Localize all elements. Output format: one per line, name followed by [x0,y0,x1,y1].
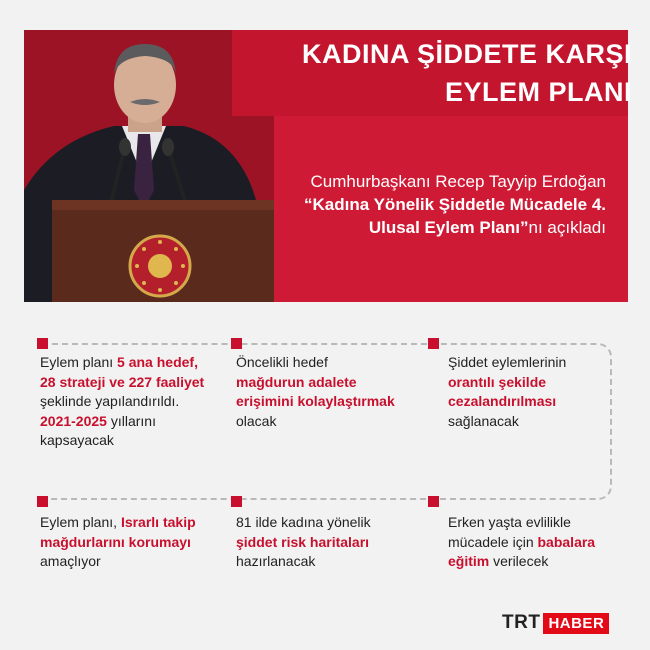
card-text: hazırlanacak [236,553,316,569]
fact-card [236,513,406,572]
fact-card [448,513,598,572]
card-text: yıllarını kapsayacak [40,412,156,448]
card-text: şeklinde yapılandırıldı. [40,393,180,409]
fact-card [40,513,210,572]
card-highlight: Israrlı takip mağdurlarını korumayı [40,514,196,550]
page-title-line1: KADINA ŞİDDETE KARŞI [301,39,632,69]
trt-haber-logo [502,612,609,634]
subtitle [276,170,606,239]
card-text: amaçlıyor [40,553,101,569]
card-text: Eylem planı [40,354,118,370]
card-text: Erken yaşta evlilikle mücadele için [448,514,571,550]
bullet-marker [37,338,48,349]
card-highlight: 2021-2025 [40,412,107,429]
card-text: Şiddet eylemlerinin [448,354,567,370]
bullet-marker [428,496,439,507]
card-text: 81 ilde kadına yönelik [236,514,371,530]
card-text: Eylem planı, [40,514,121,530]
subtitle-tail: nı açıkladı [528,218,606,237]
card-highlight: şiddet risk haritaları [236,533,370,550]
fact-card [448,353,598,431]
bullet-marker [231,496,242,507]
subtitle-plan-name: “Kadına Yönelik Şiddetle Mücadele 4. Ulusal Eylem Planı” [304,195,606,237]
bullet-marker [231,338,242,349]
bullet-marker [37,496,48,507]
page-title-line2: EYLEM PLANI [444,77,632,107]
card-text: verilecek [489,553,549,569]
fact-card [236,353,396,431]
subtitle-lead: Cumhurbaşkanı Recep Tayyip Erdoğan [310,172,606,191]
logo-trt-text: TRT [502,612,541,633]
card-highlight: babalara eğitim [448,533,596,569]
card-highlight: orantılı şekilde cezalandırılması [448,373,557,409]
card-highlight: mağdurun adalete erişimini kolaylaştırmak [236,373,395,409]
card-text: olacak [236,412,277,429]
card-text: Öncelikli hedef [236,354,328,370]
bullet-marker [428,338,439,349]
card-highlight: 5 ana hedef, 28 strateji ve 227 faaliyet [40,354,205,390]
fact-card [40,353,212,451]
card-text: sağlanacak [448,412,519,429]
logo-haber-text: HABER [543,613,609,634]
